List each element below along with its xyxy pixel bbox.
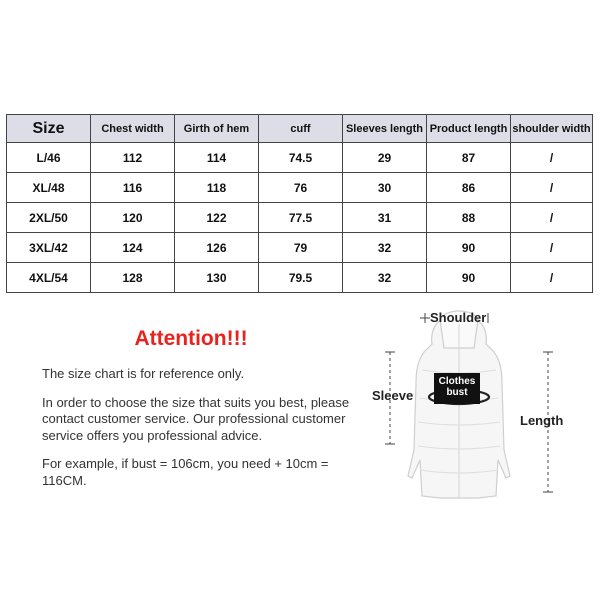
- chest-width-cell: 112: [91, 143, 175, 173]
- shoulder-width-cell: /: [511, 143, 593, 173]
- table-row: [7, 143, 593, 173]
- header-shoulder-width: shoulder width: [511, 115, 593, 143]
- girth-of-hem-cell: 118: [175, 173, 259, 203]
- chest-width-cell: 124: [91, 233, 175, 263]
- girth-of-hem-cell: 122: [175, 203, 259, 233]
- header-girth-of-hem: Girth of hem: [175, 115, 259, 143]
- size-cell: 2XL/50: [7, 203, 91, 233]
- coat-illustration: [360, 300, 600, 520]
- size-cell: L/46: [7, 143, 91, 173]
- sleeves-length-cell: 32: [343, 233, 427, 263]
- shoulder-width-cell: /: [511, 233, 593, 263]
- bust-label-line1: Clothes: [438, 376, 476, 387]
- shoulder-width-cell: /: [511, 203, 593, 233]
- length-label: Length: [520, 413, 564, 428]
- size-cell: XL/48: [7, 173, 91, 203]
- shoulder-label: Shoulder: [430, 310, 487, 325]
- attention-notes: [42, 366, 357, 501]
- header-product-length: Product length: [427, 115, 511, 143]
- sleeves-length-cell: 30: [343, 173, 427, 203]
- cuff-cell: 76: [259, 173, 343, 203]
- girth-of-hem-cell: 126: [175, 233, 259, 263]
- product-length-cell: 88: [427, 203, 511, 233]
- size-cell: 4XL/54: [7, 263, 91, 293]
- cuff-cell: 77.5: [259, 203, 343, 233]
- bust-label-line2: bust: [446, 387, 468, 398]
- table-row: [7, 173, 593, 203]
- sleeve-label: Sleeve: [372, 388, 414, 403]
- table-row: [7, 233, 593, 263]
- shoulder-width-cell: /: [511, 173, 593, 203]
- product-length-cell: 87: [427, 143, 511, 173]
- sleeves-length-cell: 32: [343, 263, 427, 293]
- cuff-cell: 79.5: [259, 263, 343, 293]
- clothes-bust-label: [434, 373, 480, 404]
- chest-width-cell: 128: [91, 263, 175, 293]
- cuff-cell: 74.5: [259, 143, 343, 173]
- attention-title: Attention!!!: [134, 327, 248, 350]
- header-chest-width: Chest width: [91, 115, 175, 143]
- table-row: [7, 263, 593, 293]
- bust-example-note: For example, if bust = 106cm, you need + 10cm = 116CM.: [42, 456, 329, 488]
- product-length-cell: 90: [427, 263, 511, 293]
- girth-of-hem-cell: 130: [175, 263, 259, 293]
- shoulder-width-cell: /: [511, 263, 593, 293]
- header-size: Size: [7, 115, 91, 143]
- product-length-cell: 86: [427, 173, 511, 203]
- chest-width-cell: 116: [91, 173, 175, 203]
- sleeves-length-cell: 31: [343, 203, 427, 233]
- size-table: [6, 114, 593, 293]
- table-header-row: [7, 115, 593, 143]
- size-cell: 3XL/42: [7, 233, 91, 263]
- header-cuff: cuff: [259, 115, 343, 143]
- customer-service-note: In order to choose the size that suits you best, please contact customer service. Our professional customer service offers you professional advice.: [42, 394, 350, 443]
- header-sleeves-length: Sleeves length: [343, 115, 427, 143]
- cuff-cell: 79: [259, 233, 343, 263]
- chest-width-cell: 120: [91, 203, 175, 233]
- sleeves-length-cell: 29: [343, 143, 427, 173]
- product-length-cell: 90: [427, 233, 511, 263]
- coat-measurement-diagram: [360, 300, 600, 520]
- table-row: [7, 203, 593, 233]
- girth-of-hem-cell: 114: [175, 143, 259, 173]
- reference-note: The size chart is for reference only.: [42, 366, 245, 381]
